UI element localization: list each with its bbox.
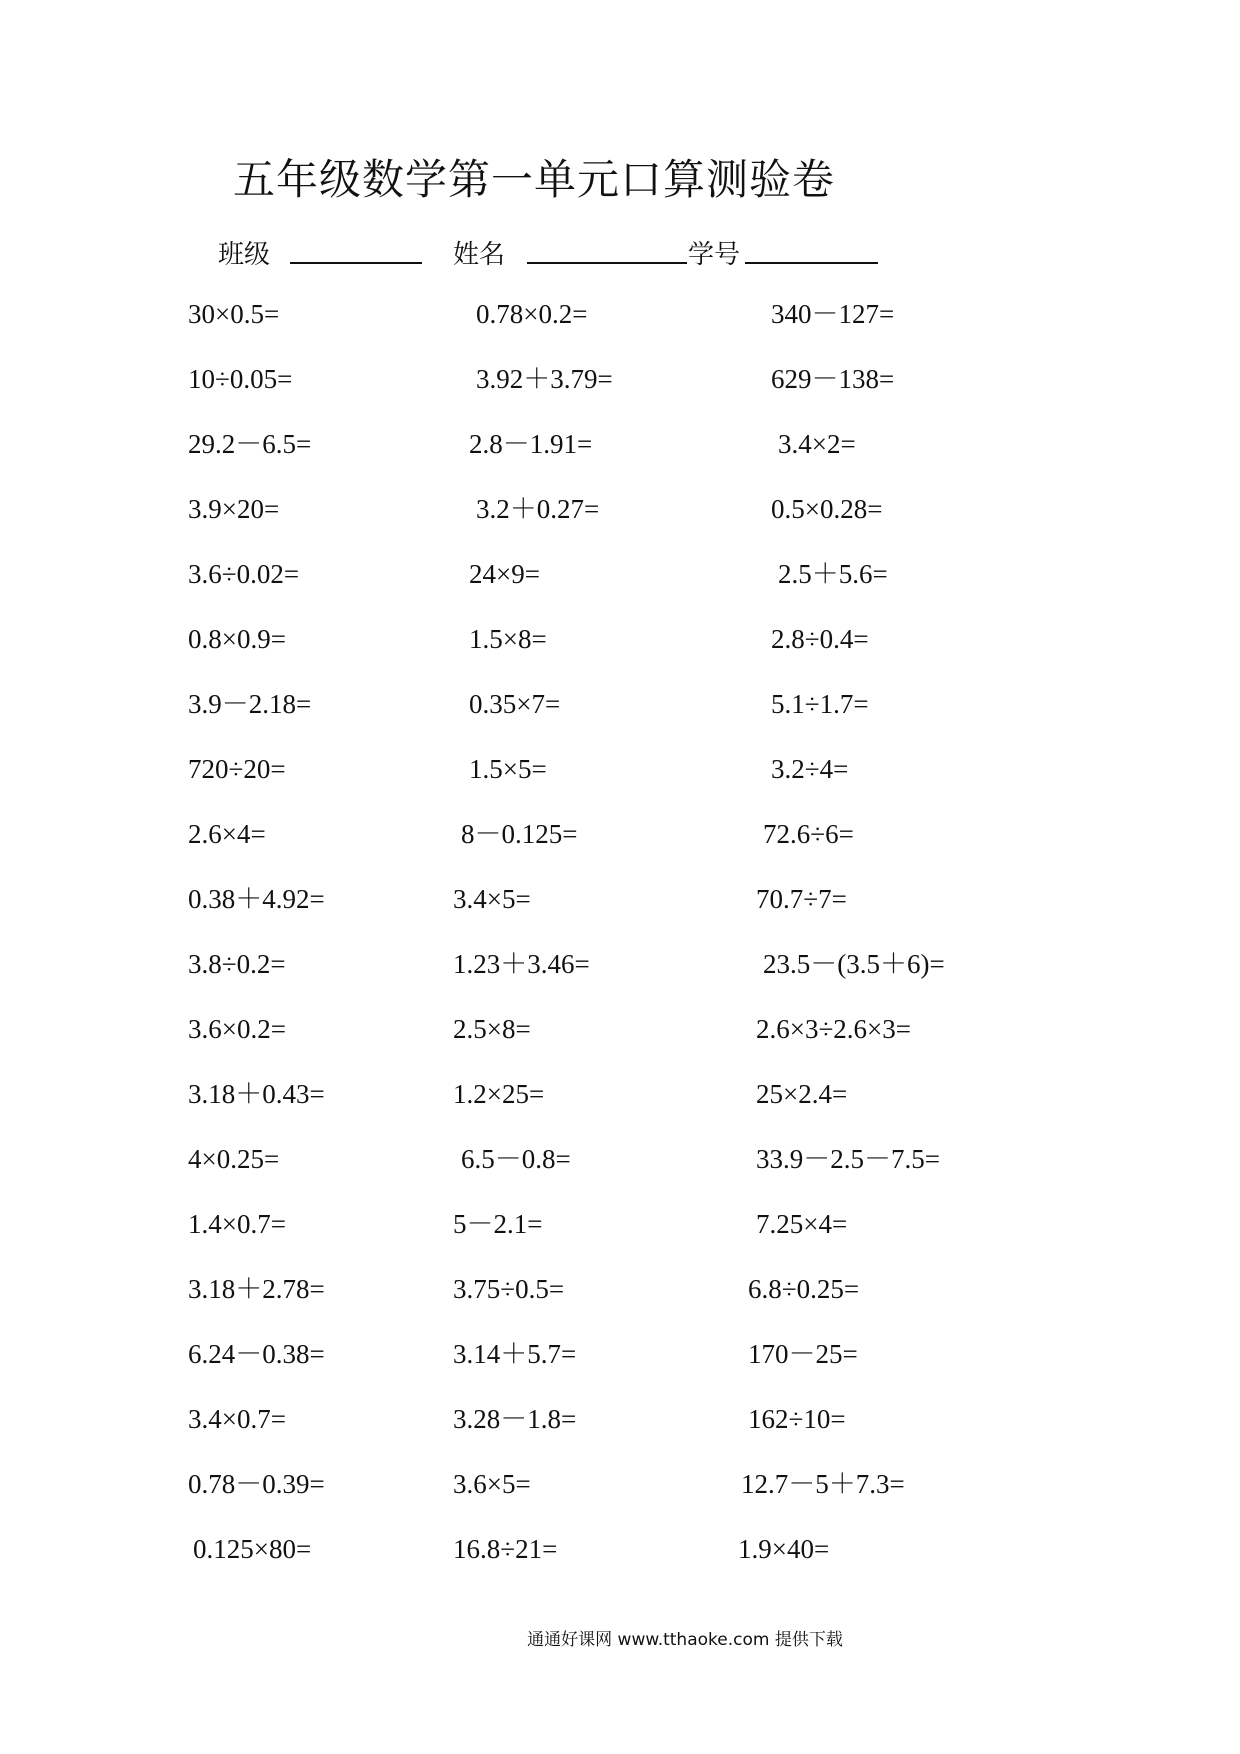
problem-item: 3.18＋2.78= (188, 1274, 325, 1304)
problem-item: 3.4×2= (778, 429, 856, 459)
problem-row (0, 554, 1240, 594)
problem-row (0, 1074, 1240, 1114)
name-label: 姓名 (453, 240, 506, 270)
class-label: 班级 (218, 240, 271, 270)
problem-item: 2.8÷0.4= (771, 624, 869, 654)
problem-item: 72.6÷6= (763, 819, 854, 849)
problem-item: 3.6×0.2= (188, 1014, 286, 1044)
problem-item: 6.24－0.38= (188, 1339, 325, 1369)
worksheet-title: 五年级数学第一单元口算测验卷 (233, 155, 836, 204)
problem-item: 12.7－5＋7.3= (741, 1469, 905, 1499)
problem-row (0, 1464, 1240, 1504)
problem-item: 3.92＋3.79= (476, 364, 613, 394)
problem-item: 1.4×0.7= (188, 1209, 286, 1239)
problem-item: 3.4×5= (453, 884, 531, 914)
problem-item: 0.125×80= (193, 1534, 312, 1564)
problem-item: 7.25×4= (756, 1209, 848, 1239)
problem-item: 0.38＋4.92= (188, 884, 325, 914)
problem-item: 2.5×8= (453, 1014, 531, 1044)
problem-row (0, 684, 1240, 724)
problem-item: 3.2÷4= (771, 754, 849, 784)
problem-row (0, 814, 1240, 854)
problem-item: 30×0.5= (188, 299, 280, 329)
problem-item: 4×0.25= (188, 1144, 280, 1174)
problem-item: 25×2.4= (756, 1079, 848, 1109)
problem-item: 24×9= (469, 559, 540, 589)
problem-item: 1.23＋3.46= (453, 949, 590, 979)
problem-item: 3.14＋5.7= (453, 1339, 577, 1369)
problem-item: 5－2.1= (453, 1209, 543, 1239)
problem-item: 629－138= (771, 364, 895, 394)
problem-item: 1.9×40= (738, 1534, 830, 1564)
problem-item: 29.2－6.5= (188, 429, 312, 459)
problem-item: 3.18＋0.43= (188, 1079, 325, 1109)
problem-item: 3.6×5= (453, 1469, 531, 1499)
problem-item: 162÷10= (748, 1404, 846, 1434)
problem-item: 0.8×0.9= (188, 624, 286, 654)
problem-row (0, 294, 1240, 334)
problem-row (0, 1399, 1240, 1439)
problem-item: 5.1÷1.7= (771, 689, 869, 719)
problem-item: 0.5×0.28= (771, 494, 883, 524)
problem-row (0, 749, 1240, 789)
problem-row (0, 1009, 1240, 1049)
problem-row (0, 489, 1240, 529)
problem-item: 170－25= (748, 1339, 858, 1369)
problem-item: 1.2×25= (453, 1079, 545, 1109)
problem-item: 3.9－2.18= (188, 689, 312, 719)
problem-item: 0.78－0.39= (188, 1469, 325, 1499)
problem-item: 8－0.125= (461, 819, 578, 849)
problem-item: 3.28－1.8= (453, 1404, 577, 1434)
problem-item: 10÷0.05= (188, 364, 293, 394)
problem-item: 3.6÷0.02= (188, 559, 300, 589)
problem-row (0, 1529, 1240, 1569)
problem-row (0, 424, 1240, 464)
problem-item: 2.6×3÷2.6×3= (756, 1014, 911, 1044)
problem-row (0, 879, 1240, 919)
problem-item: 70.7÷7= (756, 884, 847, 914)
problem-row (0, 944, 1240, 984)
problem-item: 1.5×8= (469, 624, 547, 654)
problem-item: 3.2＋0.27= (476, 494, 600, 524)
problem-row (0, 619, 1240, 659)
problem-item: 720÷20= (188, 754, 286, 784)
problem-item: 0.35×7= (469, 689, 561, 719)
problem-row (0, 1334, 1240, 1374)
problem-item: 3.9×20= (188, 494, 280, 524)
problem-item: 3.75÷0.5= (453, 1274, 565, 1304)
problem-item: 2.5＋5.6= (778, 559, 888, 589)
problem-item: 2.6×4= (188, 819, 266, 849)
problem-item: 0.78×0.2= (476, 299, 588, 329)
problem-item: 16.8÷21= (453, 1534, 558, 1564)
problem-item: 3.8÷0.2= (188, 949, 286, 979)
problem-item: 33.9－2.5－7.5= (756, 1144, 940, 1174)
problem-item: 2.8－1.91= (469, 429, 593, 459)
problem-item: 23.5－(3.5＋6)= (763, 949, 945, 979)
student-number-label: 学号 (688, 240, 741, 270)
problem-row (0, 1269, 1240, 1309)
download-source-footer: 通通好课网 www.tthaoke.com 提供下载 (527, 1630, 843, 1650)
problem-item: 6.5－0.8= (461, 1144, 571, 1174)
problem-row (0, 359, 1240, 399)
problem-item: 340－127= (771, 299, 895, 329)
problem-item: 1.5×5= (469, 754, 547, 784)
problem-item: 6.8÷0.25= (748, 1274, 860, 1304)
problem-row (0, 1204, 1240, 1244)
problem-row (0, 1139, 1240, 1179)
problem-item: 3.4×0.7= (188, 1404, 286, 1434)
